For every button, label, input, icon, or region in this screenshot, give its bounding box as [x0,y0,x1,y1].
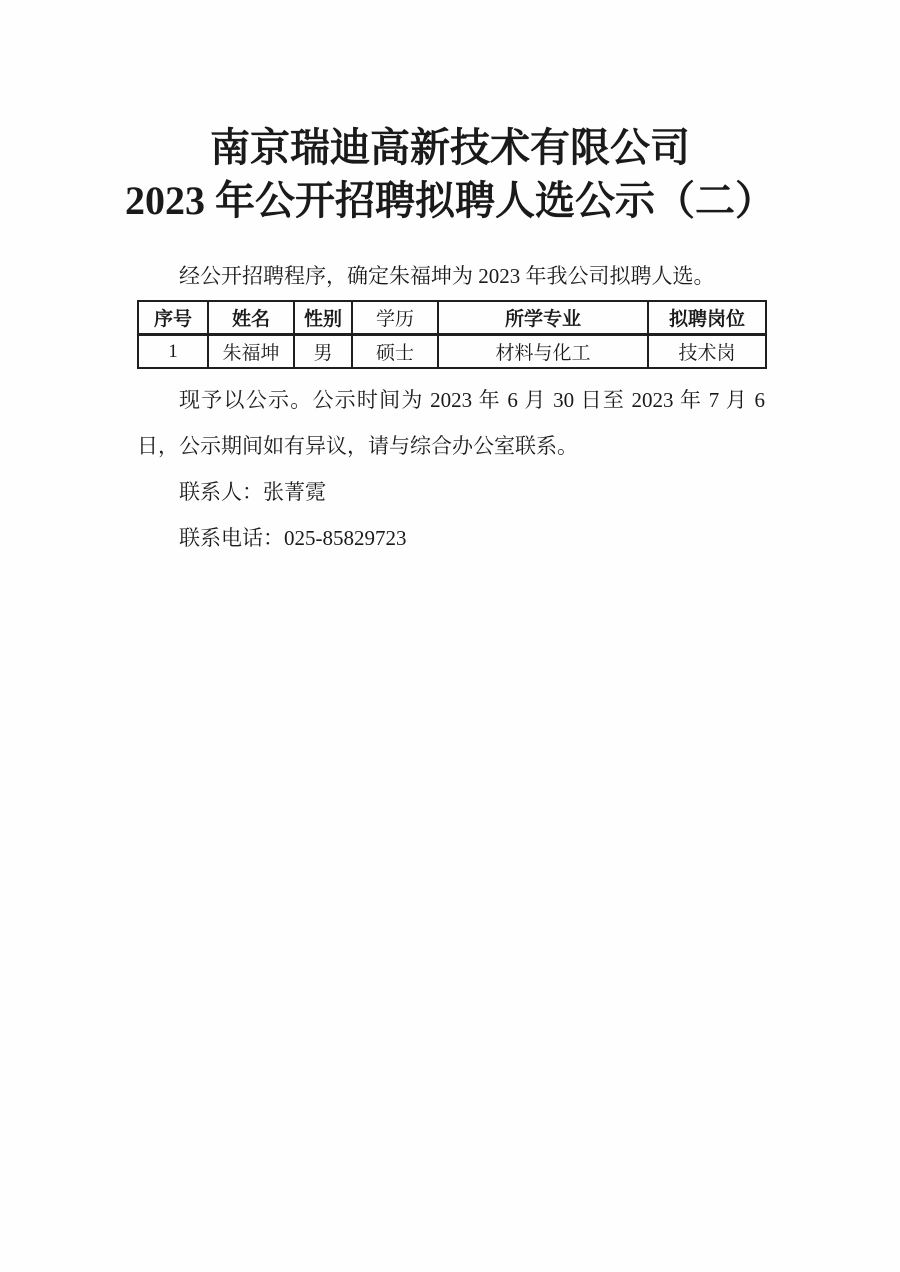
contact-phone-line [137,515,765,561]
cell-position: 技术岗 [648,335,766,369]
document-body [0,253,900,561]
contact-person-label: 联系人： [179,480,263,504]
contact-person-line [137,469,765,515]
cell-education: 硕士 [352,335,438,369]
table-header-row [138,301,766,335]
cell-serial: 1 [138,335,208,369]
table-header-major: 所学专业 [438,301,648,335]
candidate-table [137,300,767,369]
table-header-serial: 序号 [138,301,208,335]
document-title-line2: 2023 年公开招聘拟聘人选公示（二） [125,178,775,223]
contact-phone-label: 联系电话： [179,526,284,550]
notice-paragraph: 现予以公示。公示时间为 2023 年 6 月 30 日至 2023 年 7 月 6 日，公示期间如有异议，请与综合办公室联系。 [137,388,765,458]
cell-name: 朱福坤 [208,335,294,369]
document-title-line1: 南京瑞迪高新技术有限公司 [210,125,690,170]
table-header-name: 姓名 [208,301,294,335]
title-block [0,0,900,227]
cell-gender: 男 [294,335,352,369]
table-header-gender: 性别 [294,301,352,335]
cell-major: 材料与化工 [438,335,648,369]
table-header-position: 拟聘岗位 [648,301,766,335]
table-header-education: 学历 [352,301,438,335]
contact-person-name: 张菁霓 [263,480,326,504]
table-row [138,335,766,369]
contact-phone-number: 025-85829723 [284,526,407,550]
contact-block [137,469,765,561]
intro-paragraph: 经公开招聘程序，确定朱福坤为 2023 年我公司拟聘人选。 [179,264,715,288]
